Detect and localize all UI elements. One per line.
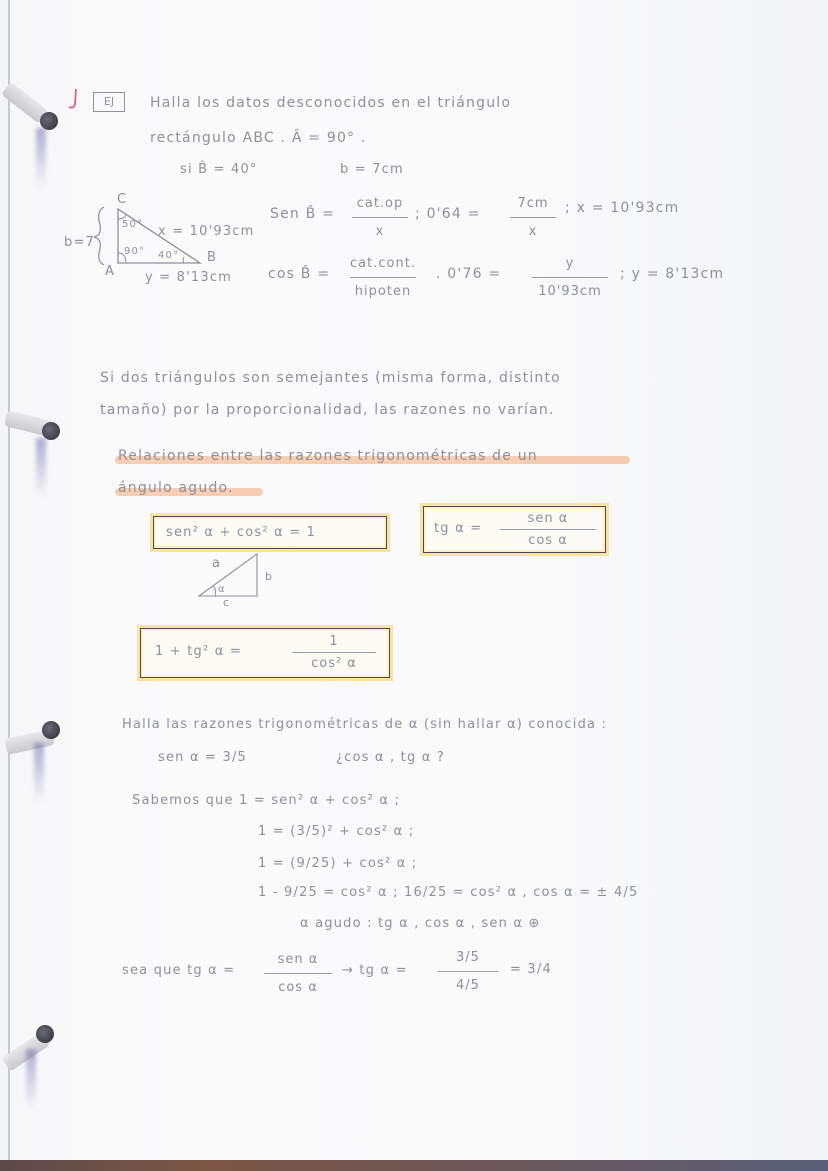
binder-ring-icon — [2, 715, 60, 775]
small-triangle-hyp: a — [212, 556, 222, 571]
identity-box-tangent — [423, 506, 606, 553]
final-fraction-2: 3/5 4/5 — [436, 950, 500, 993]
problem2-statement: Halla las razones trigonométricas de α (sin hallar α) conocida : — [122, 717, 608, 732]
exercise-statement-line1: Halla los datos desconocidos en el triángulo — [150, 95, 512, 111]
identity3-fraction: 1 cos² α — [291, 634, 377, 671]
exercise-statement-line2: rectángulo ABC . Â = 90° . — [150, 130, 367, 146]
checkmark-icon — [68, 88, 78, 110]
sin-fraction-1: cat.op x — [350, 196, 410, 239]
leg-label: y = 8'13cm — [145, 270, 233, 285]
vertex-a: A — [105, 264, 116, 279]
binder-ring-icon — [2, 1025, 60, 1085]
sin-mid: ; 0'64 = — [415, 206, 481, 222]
small-triangle-opp: b — [265, 570, 274, 583]
side-b-label: b=7 — [64, 235, 96, 250]
relations-title-line2: ángulo agudo. — [118, 480, 234, 496]
cos-result: ; y = 8'13cm — [620, 266, 725, 282]
angle-c-label: 50° — [122, 219, 144, 230]
cos-mid: . 0'76 = — [436, 266, 502, 282]
identity3-lhs: 1 + tg² α = — [155, 644, 242, 659]
small-triangle-angle: α — [218, 584, 226, 595]
identity-box-tangent-secant — [140, 628, 390, 678]
angle-b-label: 40° — [158, 250, 180, 261]
binder-ring-icon — [2, 70, 60, 130]
final-arrow: → tg α = — [342, 963, 408, 978]
small-triangle-adj: c — [223, 596, 231, 609]
hypotenuse-label: x = 10'93cm — [158, 224, 255, 239]
final-prefix: sea que tg α = — [122, 963, 236, 978]
note-line2: tamaño) por la proporcionalidad, las razones no varían. — [100, 402, 555, 418]
given-side-b: b = 7cm — [340, 162, 404, 177]
sin-result: ; x = 10'93cm — [565, 200, 680, 216]
notebook-page — [8, 0, 828, 1163]
vertex-b: B — [207, 250, 218, 265]
identity-pythagorean: sen² α + cos² α = 1 — [166, 525, 317, 540]
solution-step4: 1 - 9/25 = cos² α ; 16/25 = cos² α , cos α = ± 4/5 — [258, 885, 639, 900]
sin-fraction-2: 7cm x — [508, 196, 558, 239]
problem2-question: ¿cos α , tg α ? — [336, 750, 445, 765]
tangent-lhs: tg α = — [434, 521, 483, 536]
final-result: = 3/4 — [510, 962, 552, 977]
solution-step5: α agudo : tg α , cos α , sen α ⊕ — [300, 916, 541, 931]
page-margin-edge — [8, 0, 10, 1163]
solution-step3: 1 = (9/25) + cos² α ; — [258, 856, 418, 871]
desk-surface-edge — [0, 1160, 828, 1171]
vertex-c: C — [117, 192, 128, 207]
cos-fraction-1: cat.cont. hipoten — [350, 256, 416, 299]
binder-ring-icon — [2, 400, 60, 460]
sin-lhs: Sen B̂ = — [270, 206, 336, 222]
cos-fraction-2: y 10'93cm — [530, 256, 610, 299]
relations-title-line1: Relaciones entre las razones trigonométricas de un — [118, 448, 538, 464]
problem2-given: sen α = 3/5 — [158, 750, 247, 765]
identity-box-pythagorean — [153, 516, 387, 549]
right-triangle-diagram — [195, 550, 265, 600]
cos-lhs: cos B̂ = — [268, 266, 331, 282]
note-line1: Si dos triángulos son semejantes (misma forma, distinto — [100, 370, 561, 386]
solution-step1: Sabemos que 1 = sen² α + cos² α ; — [132, 793, 401, 808]
exercise-label: EJ — [93, 92, 125, 112]
tangent-fraction: sen α cos α — [498, 511, 598, 548]
given-angle-b: si B̂ = 40° — [180, 162, 258, 177]
angle-a-label: 90° — [124, 246, 146, 257]
solution-step2: 1 = (3/5)² + cos² α ; — [258, 824, 415, 839]
final-fraction-1: sen α cos α — [262, 952, 334, 995]
